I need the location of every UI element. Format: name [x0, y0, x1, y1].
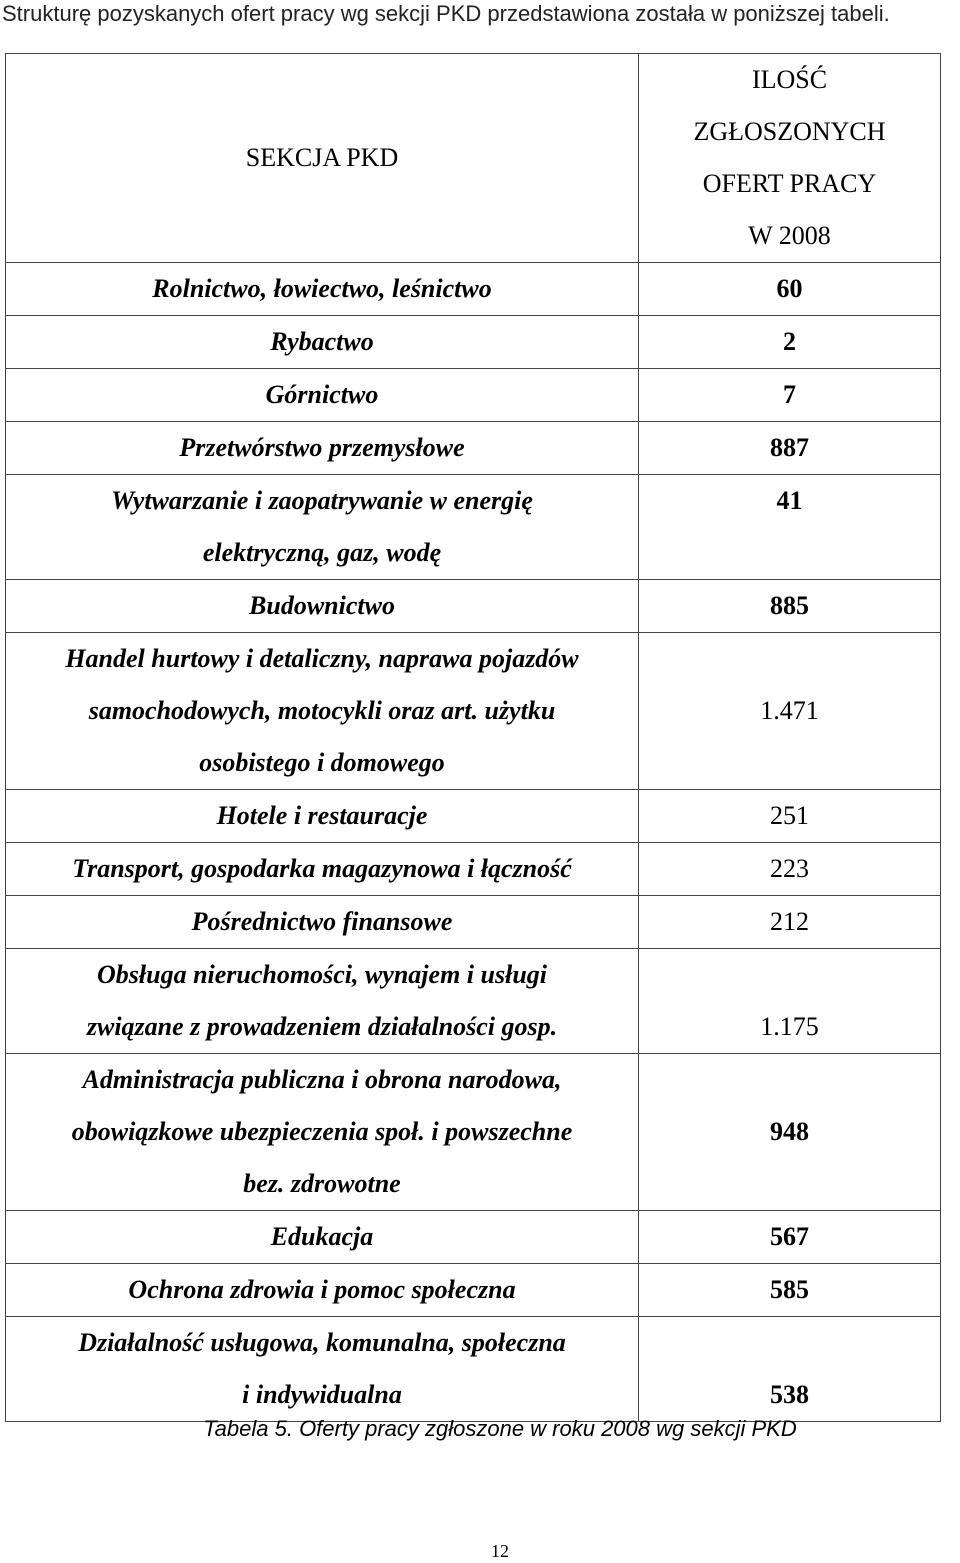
count-cell: 887 [639, 422, 941, 475]
table-header-row [6, 54, 941, 263]
count-cell: 538 [639, 1317, 941, 1422]
count-cell: 567 [639, 1211, 941, 1264]
section-cell: Ochrona zdrowia i pomoc społeczna [6, 1264, 639, 1317]
table-row [6, 1054, 941, 1211]
table-caption: Tabela 5. Oferty pracy zgłoszone w roku 2008 wg sekcji PKD [203, 1416, 797, 1441]
table-row [6, 263, 941, 316]
header-count [639, 54, 941, 263]
section-cell: Rybactwo [6, 316, 639, 369]
table-row [6, 580, 941, 633]
section-cell: Przetwórstwo przemysłowe [6, 422, 639, 475]
count-cell: 1.471 [639, 633, 941, 790]
section-cell: Działalność usługowa, komunalna, społeczna i indywidualna [6, 1317, 639, 1422]
table-row [6, 949, 941, 1054]
count-cell: 2 [639, 316, 941, 369]
header-count-line: OFERT PRACY [702, 169, 877, 198]
section-cell: Budownictwo [6, 580, 639, 633]
table-row [6, 1317, 941, 1422]
intro-text: Strukturę pozyskanych ofert pracy wg sekcji PKD przedstawiona została w poniższej tabeli. [2, 1, 890, 26]
count-cell: 948 [639, 1054, 941, 1211]
section-cell: Edukacja [6, 1211, 639, 1264]
table-row [6, 843, 941, 896]
section-cell: Hotele i restauracje [6, 790, 639, 843]
count-cell: 223 [639, 843, 941, 896]
header-count-line: ZGŁOSZONYCH [693, 117, 886, 146]
count-cell: 251 [639, 790, 941, 843]
count-cell: 41 [639, 475, 941, 580]
section-cell: Transport, gospodarka magazynowa i łączność [6, 843, 639, 896]
table-row [6, 790, 941, 843]
table-body [6, 263, 941, 1422]
table-row [6, 369, 941, 422]
table-row [6, 1211, 941, 1264]
header-count-line: W 2008 [748, 221, 831, 250]
section-cell: Rolnictwo, łowiectwo, leśnictwo [6, 263, 639, 316]
header-count-line: ILOŚĆ [751, 65, 828, 94]
section-cell: Wytwarzanie i zaopatrywanie w energię elektryczną, gaz, wodę [6, 475, 639, 580]
count-cell: 885 [639, 580, 941, 633]
section-cell: Pośrednictwo finansowe [6, 896, 639, 949]
section-cell: Administracja publiczna i obrona narodowa, obowiązkowe ubezpieczenia społ. i powszechne bez. zdrowotne [6, 1054, 639, 1211]
count-cell: 585 [639, 1264, 941, 1317]
table-row [6, 475, 941, 580]
section-cell: Górnictwo [6, 369, 639, 422]
count-cell: 7 [639, 369, 941, 422]
table-row [6, 316, 941, 369]
table-row [6, 422, 941, 475]
count-cell: 60 [639, 263, 941, 316]
section-cell: Obsługa nieruchomości, wynajem i usługi związane z prowadzeniem działalności gosp. [6, 949, 639, 1054]
table-row [6, 1264, 941, 1317]
table-row [6, 633, 941, 790]
table-row [6, 896, 941, 949]
count-cell: 212 [639, 896, 941, 949]
header-section: SEKCJA PKD [6, 54, 639, 263]
pkd-offers-table [5, 53, 941, 1422]
page-number: 12 [491, 1541, 509, 1561]
section-cell: Handel hurtowy i detaliczny, naprawa pojazdów samochodowych, motocykli oraz art. użytku osobistego i domowego [6, 633, 639, 790]
count-cell: 1.175 [639, 949, 941, 1054]
